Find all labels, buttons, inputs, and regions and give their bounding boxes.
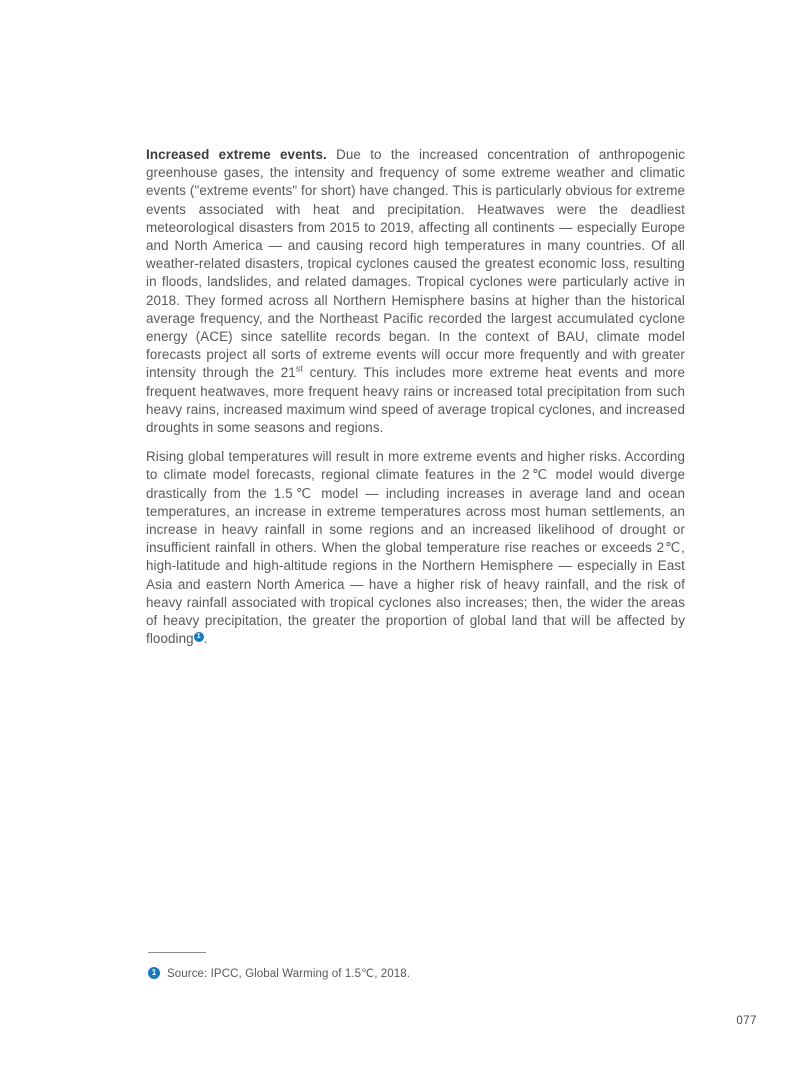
page-number: 077 (736, 1015, 757, 1027)
paragraph-body-text: Due to the increased concentration of anthropogenic greenhouse gases, the intensity and frequency of some extreme weather and climatic events ("extreme events" for short) have changed. This is particularly obvious for extreme events associated with heat and precipitation. Heatwaves were the deadliest meteorological disasters from 2015 to 2019, affecting all continents — especially Europe and North America — and causing record high temperatures in many countries. Of all weather-related disasters, tropical cyclones caused the greatest economic loss, resulting in floods, landslides, and related damages. Tropical cyclones were particularly active in 2018. They formed across all Northern Hemisphere basins at higher than the historical average frequency, and the Northeast Pacific recorded the largest accumulated cyclone energy (ACE) since satellite records began. In the context of BAU, climate model forecasts project all sorts of extreme events will occur more frequently and with greater intensity through the 21 (146, 147, 685, 381)
footnote-text: Source: IPCC, Global Warming of 1.5℃, 2018. (167, 968, 411, 980)
footnote-block (148, 952, 648, 980)
paragraph-body-text: Rising global temperatures will result in more extreme events and higher risks. According to climate model forecasts, regional climate features in the 2℃ model would diverge drastically from the 1.5℃ model — including increases in average land and ocean temperatures, an increase in extreme temperatures across most human settlements, an increase in heavy rainfall in some regions and an increased likelihood of drought or insufficient rainfall in others. When the global temperature rise reaches or exceeds 2℃, high-latitude and high-altitude regions in the Northern Hemisphere — especially in East Asia and eastern North America — have a higher risk of heavy rainfall, and the risk of heavy rainfall associated with tropical cyclones also increases; then, the wider the areas of heavy precipitation, the greater the proportion of global land that will be affected by flooding (146, 449, 685, 647)
circled-1-icon: 1 (148, 967, 160, 979)
ordinal-superscript: st (295, 363, 304, 374)
footnote-line (148, 966, 648, 980)
paragraph-increased-extreme-events (146, 146, 685, 437)
footnote-divider (148, 952, 206, 953)
footnote-ref-badge-icon[interactable]: 1 (194, 632, 204, 642)
paragraph-body-text: century. This includes more extreme heat events and more frequent heatwaves, more frequent heavy rains or increased total precipitation from such heavy rains, increased maximum wind speed of average tropical cyclones, and increased droughts in some seasons and regions. (146, 365, 685, 436)
paragraph-lead-bold: Increased extreme events. (146, 147, 327, 162)
paragraph-body-text: . (203, 631, 208, 647)
paragraph-rising-global-temperatures (146, 448, 685, 648)
article-text (146, 146, 685, 648)
